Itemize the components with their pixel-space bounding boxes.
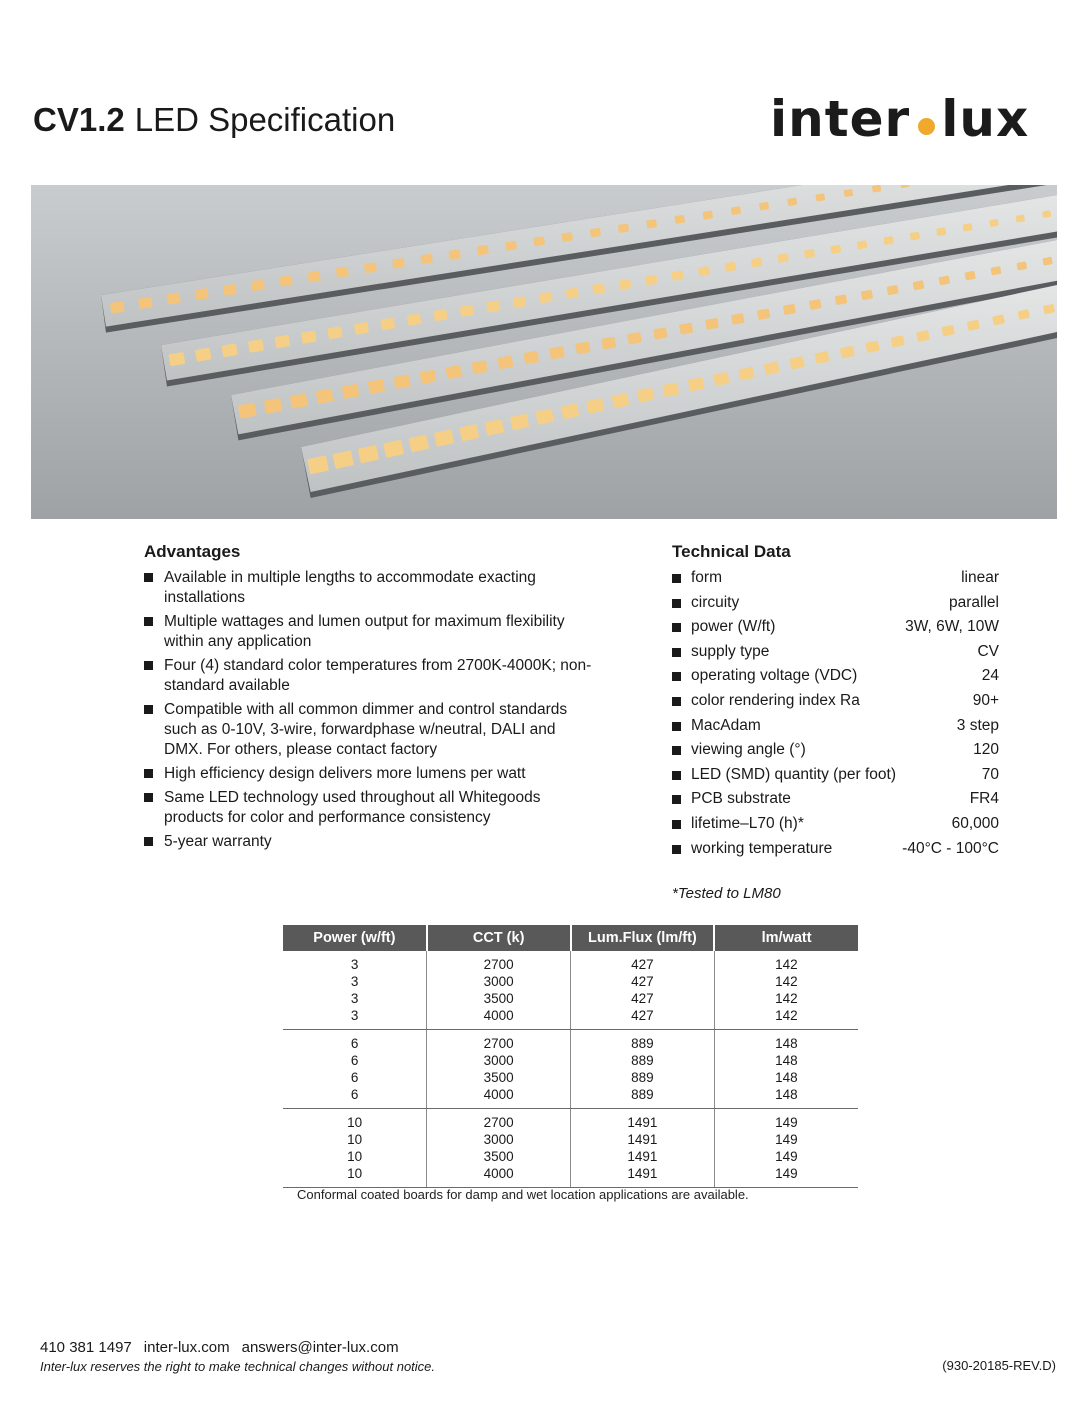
column-header-lmwatt: lm/watt — [714, 925, 858, 951]
led-chip — [1042, 210, 1051, 218]
inter-lux-logo — [770, 88, 1029, 150]
table-note: Conformal coated boards for damp and wet location applications are available. — [297, 1187, 749, 1202]
cell-value: 142 — [775, 974, 798, 989]
cell-value: 148 — [775, 1036, 798, 1051]
cell-value: 149 — [775, 1166, 798, 1181]
led-chip — [420, 254, 433, 265]
table-row — [283, 951, 858, 1030]
led-chip — [380, 318, 395, 331]
tech-row — [672, 640, 999, 665]
led-chip — [883, 236, 894, 245]
lmwatt-cell — [714, 1109, 858, 1188]
led-chip — [364, 262, 377, 273]
tech-row — [672, 787, 999, 812]
cell-value: 149 — [775, 1132, 798, 1147]
tech-value: -40°C - 100°C — [902, 839, 999, 857]
led-chip — [561, 232, 573, 242]
cell-value: 889 — [631, 1036, 654, 1051]
disclaimer: Inter-lux reserves the right to make technical changes without notice. — [40, 1359, 436, 1374]
cell-value: 6 — [350, 1070, 359, 1085]
website-link[interactable]: inter-lux.com — [143, 1339, 230, 1356]
column-header-power: Power (w/ft) — [283, 925, 427, 951]
led-chip — [830, 244, 841, 254]
led-chip — [566, 287, 579, 298]
table-row — [283, 1109, 858, 1188]
logo-text-left: inter — [770, 90, 911, 148]
led-chip — [963, 223, 973, 232]
email-link[interactable]: answers@inter-lux.com — [241, 1339, 399, 1356]
led-chip — [460, 305, 474, 317]
led-chip — [698, 266, 710, 277]
cell-value: 3 — [350, 1008, 359, 1023]
led-chip — [1015, 214, 1025, 222]
technical-data-list — [672, 566, 999, 861]
cell-value: 148 — [775, 1070, 798, 1085]
cell-value: 10 — [347, 1149, 363, 1164]
cell-value: 3000 — [483, 1053, 514, 1068]
tech-value: 24 — [981, 667, 999, 685]
advantage-item: Compatible with all common dimmer and control standards such as 0-10V, 3-wire, forwardphase w/neutral, DALI and DMX. For others, please contact factory — [144, 700, 594, 760]
advantages-list — [144, 568, 594, 856]
led-chip — [989, 219, 999, 227]
cell-value: 3 — [350, 957, 359, 972]
tech-label: lifetime–L70 (h)* — [691, 814, 804, 832]
tech-label: LED (SMD) quantity (per foot) — [691, 765, 897, 783]
led-chip — [724, 262, 736, 272]
performance-table — [283, 925, 858, 1188]
phone-number: 410 381 1497 — [40, 1339, 132, 1356]
column-header-cct: CCT (k) — [427, 925, 571, 951]
tech-label: viewing angle (°) — [691, 741, 806, 759]
tech-label: form — [691, 569, 722, 586]
tech-row — [672, 689, 999, 714]
cell-value: 149 — [775, 1149, 798, 1164]
led-chip — [407, 313, 422, 326]
logo-dot — [918, 118, 935, 135]
tech-label: PCB substrate — [691, 790, 791, 808]
led-chip — [195, 288, 209, 300]
led-chip — [433, 309, 448, 321]
cell-value: 6 — [350, 1036, 359, 1051]
cell-value: 142 — [775, 957, 798, 972]
led-chip — [274, 335, 290, 349]
led-chip — [844, 189, 854, 197]
cell-value: 1491 — [627, 1132, 658, 1147]
led-chip — [513, 296, 527, 308]
power-cell — [283, 951, 427, 1030]
led-strip-illustration — [31, 185, 1057, 519]
lumflux-cell — [571, 1109, 715, 1188]
cell-value: 427 — [631, 957, 654, 972]
cell-value: 1491 — [627, 1166, 658, 1181]
cell-value: 3 — [350, 974, 359, 989]
cell-value: 148 — [775, 1087, 798, 1102]
led-chip — [751, 257, 763, 267]
cell-value: 427 — [631, 1008, 654, 1023]
cell-value: 3000 — [483, 1132, 514, 1147]
tech-row — [672, 763, 999, 788]
cell-value: 10 — [347, 1166, 363, 1181]
led-chip — [857, 240, 868, 249]
led-chip — [301, 330, 317, 343]
tech-value: 3 step — [956, 716, 999, 734]
power-cell — [283, 1109, 427, 1188]
led-chip — [759, 202, 769, 211]
led-chip — [674, 215, 685, 224]
tech-label: supply type — [691, 642, 770, 660]
cell-value: 6 — [350, 1087, 359, 1102]
led-chip — [815, 193, 825, 201]
led-chip — [910, 232, 921, 241]
led-chip — [169, 352, 186, 366]
cell-value: 889 — [631, 1087, 654, 1102]
tech-value: linear — [961, 569, 999, 586]
tech-row — [672, 837, 999, 862]
led-chip — [505, 241, 517, 251]
led-chip — [703, 210, 714, 219]
cell-value: 1491 — [627, 1149, 658, 1164]
page-subtitle: LED Specification — [134, 101, 396, 138]
advantage-item: 5-year warranty — [144, 832, 594, 852]
tech-value: 60,000 — [951, 814, 999, 832]
tech-value: 120 — [973, 741, 999, 759]
tech-row — [672, 566, 999, 591]
led-chip — [336, 266, 349, 277]
led-chip — [486, 300, 500, 312]
tech-label: color rendering index Ra — [691, 691, 860, 709]
led-chip — [449, 249, 461, 260]
tech-row — [672, 591, 999, 616]
cell-value: 10 — [347, 1115, 363, 1130]
tech-row — [672, 664, 999, 689]
advantage-item: Multiple wattages and lumen output for maximum flexibility within any application — [144, 612, 594, 652]
cell-value: 142 — [775, 991, 798, 1006]
led-chip — [590, 228, 601, 238]
led-chip — [645, 275, 658, 286]
led-chip — [618, 279, 631, 290]
cell-value: 3000 — [483, 974, 514, 989]
product-photo — [31, 185, 1057, 519]
cct-cell — [427, 1030, 571, 1109]
cell-value: 10 — [347, 1132, 363, 1147]
cell-value: 148 — [775, 1053, 798, 1068]
led-chip — [392, 258, 405, 269]
advantage-item: Same LED technology used throughout all Whitegoods products for color and performance consistency — [144, 788, 594, 828]
technical-data-title: Technical Data — [672, 542, 791, 561]
cell-value: 2700 — [483, 1036, 514, 1051]
tech-label: operating voltage (VDC) — [691, 667, 858, 685]
cell-value: 889 — [631, 1070, 654, 1085]
led-chip — [248, 339, 264, 353]
led-chip — [804, 249, 815, 259]
logo-text-right: lux — [941, 90, 1030, 148]
led-chip — [592, 283, 605, 294]
led-chip — [223, 284, 237, 296]
advantage-item: Four (4) standard color temperatures from 2700K-4000K; non-standard available — [144, 656, 594, 696]
lmwatt-cell — [714, 1030, 858, 1109]
table-header-row — [283, 925, 858, 951]
led-chip — [533, 236, 545, 246]
cell-value: 4000 — [483, 1008, 514, 1023]
cell-value: 1491 — [627, 1115, 658, 1130]
tech-row — [672, 714, 999, 739]
cell-value: 2700 — [483, 957, 514, 972]
led-chip — [936, 227, 946, 236]
cell-value: 142 — [775, 1008, 798, 1023]
cct-cell — [427, 1109, 571, 1188]
cell-value: 3 — [350, 991, 359, 1006]
tech-label: circuity — [691, 593, 740, 611]
led-chip — [787, 198, 797, 207]
tech-label: MacAdam — [691, 716, 761, 734]
lm80-footnote: *Tested to LM80 — [672, 885, 781, 902]
cell-value: 3500 — [483, 991, 514, 1006]
led-chip — [138, 297, 153, 309]
document-number: (930-20185-REV.D) — [942, 1358, 1056, 1373]
cct-cell — [427, 951, 571, 1030]
table-row — [283, 1030, 858, 1109]
led-chip — [251, 279, 265, 291]
led-chip — [166, 292, 180, 304]
cell-value: 6 — [350, 1053, 359, 1068]
column-header-lumflux: Lum.Flux (lm/ft) — [571, 925, 715, 951]
contact-line — [40, 1339, 411, 1356]
tech-value: CV — [977, 642, 999, 660]
cell-value: 3500 — [483, 1070, 514, 1085]
cell-value: 3500 — [483, 1149, 514, 1164]
lumflux-cell — [571, 1030, 715, 1109]
lmwatt-cell — [714, 951, 858, 1030]
led-chip — [872, 185, 882, 193]
led-chip — [731, 206, 741, 215]
tech-row — [672, 615, 999, 640]
tech-value: 3W, 6W, 10W — [905, 618, 999, 636]
advantage-item: High efficiency design delivers more lumens per watt — [144, 764, 594, 784]
lumflux-cell — [571, 951, 715, 1030]
tech-value: FR4 — [969, 790, 999, 808]
cell-value: 4000 — [483, 1166, 514, 1181]
led-chip — [354, 322, 369, 335]
model-name: CV1.2 — [33, 101, 125, 138]
tech-label: working temperature — [691, 839, 833, 857]
led-chip — [671, 270, 684, 281]
cell-value: 149 — [775, 1115, 798, 1130]
tech-value: parallel — [949, 593, 999, 611]
cell-value: 2700 — [483, 1115, 514, 1130]
advantage-item: Available in multiple lengths to accommodate exacting installations — [144, 568, 594, 608]
led-chip — [279, 275, 293, 287]
led-chip — [327, 326, 342, 339]
page-title — [33, 100, 395, 140]
led-chip — [110, 301, 125, 314]
cell-value: 427 — [631, 991, 654, 1006]
cell-value: 4000 — [483, 1087, 514, 1102]
cell-value: 427 — [631, 974, 654, 989]
led-chip — [221, 343, 237, 357]
led-chip — [646, 219, 657, 228]
power-cell — [283, 1030, 427, 1109]
led-chip — [195, 348, 212, 362]
led-chip — [777, 253, 789, 263]
led-chip — [307, 271, 320, 282]
tech-row — [672, 812, 999, 837]
tech-label: power (W/ft) — [691, 618, 776, 636]
led-chip — [539, 292, 553, 304]
led-chip — [618, 223, 629, 233]
tech-value: 70 — [981, 765, 999, 783]
advantages-title: Advantages — [144, 542, 241, 561]
led-chip — [477, 245, 489, 255]
cell-value: 889 — [631, 1053, 654, 1068]
tech-value: 90+ — [972, 691, 999, 709]
tech-row — [672, 738, 999, 763]
